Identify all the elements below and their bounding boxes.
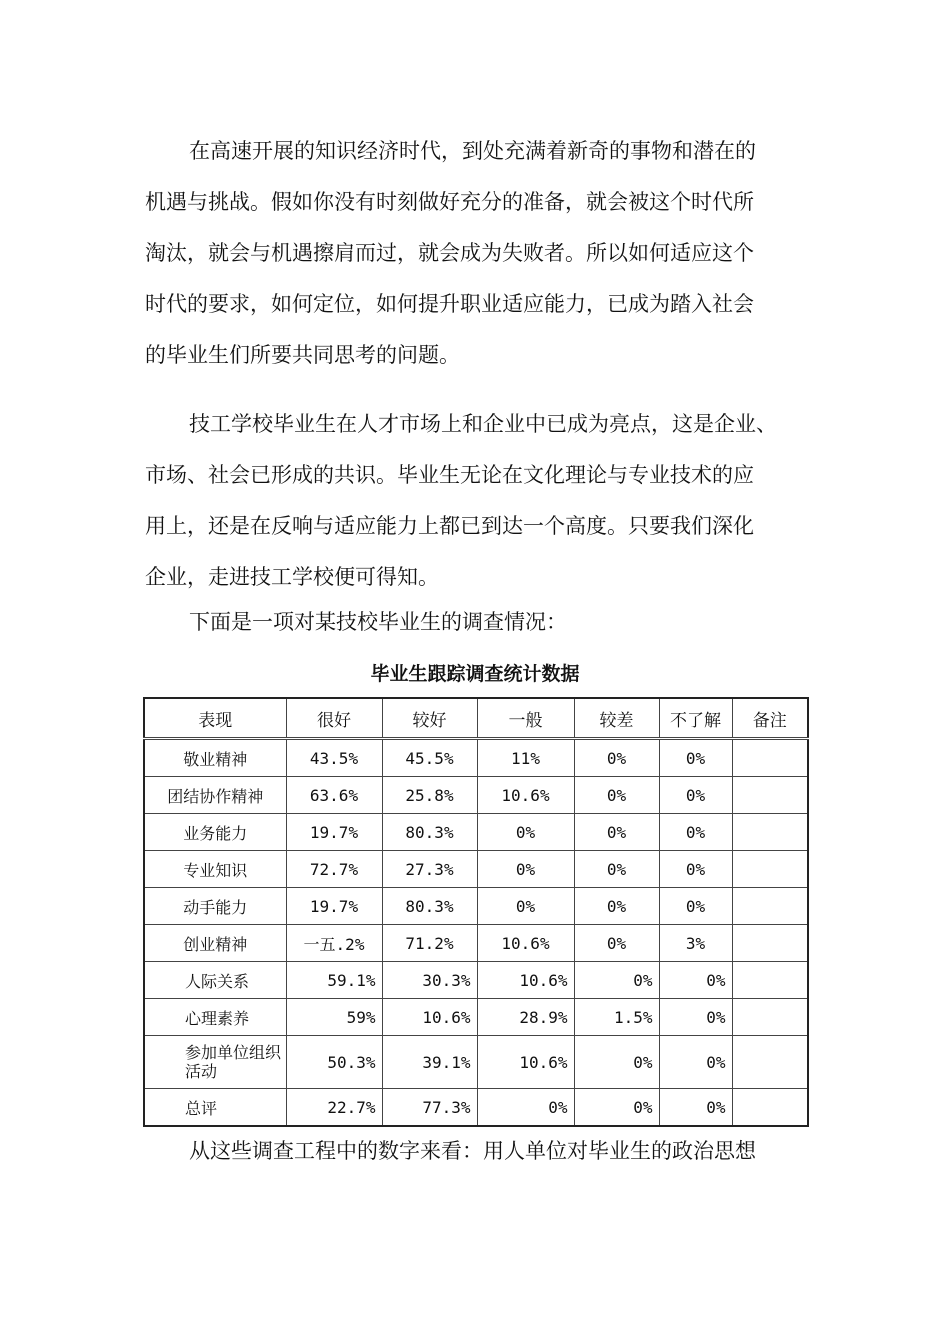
table-row xyxy=(144,777,808,814)
table-cell: 0% xyxy=(574,814,659,851)
text-line: 用上，还是在反响与适应能力上都已到达一个高度。只要我们深化 xyxy=(145,514,754,538)
table-cell: 43.5% xyxy=(286,739,382,777)
table-cell: 63.6% xyxy=(286,777,382,814)
table-cell: 0% xyxy=(477,851,574,888)
table-cell: 25.8% xyxy=(382,777,477,814)
table-cell xyxy=(732,777,808,814)
table-cell: 0% xyxy=(574,851,659,888)
table-cell: 19.7% xyxy=(286,814,382,851)
row-label: 人际关系 xyxy=(144,962,286,999)
table-cell xyxy=(732,1089,808,1127)
paragraph-2 xyxy=(145,399,825,603)
table-cell: 0% xyxy=(477,1089,574,1127)
table-cell: 39.1% xyxy=(382,1036,477,1089)
table-cell: 19.7% xyxy=(286,888,382,925)
table-header-row xyxy=(144,698,808,739)
row-label: 总评 xyxy=(144,1089,286,1127)
header-cell: 较差 xyxy=(574,698,659,739)
table-cell: 0% xyxy=(659,851,732,888)
table-cell: 10.6% xyxy=(382,999,477,1036)
row-label: 心理素养 xyxy=(144,999,286,1036)
table-cell: 0% xyxy=(574,962,659,999)
table-cell: 0% xyxy=(659,1036,732,1089)
table-cell: 0% xyxy=(659,962,732,999)
table-cell: 28.9% xyxy=(477,999,574,1036)
row-label: 参加单位组织活动 xyxy=(144,1036,286,1089)
text-line: 时代的要求，如何定位，如何提升职业适应能力，已成为踏入社会 xyxy=(145,292,754,316)
table-cell xyxy=(732,1036,808,1089)
intro-line xyxy=(145,597,825,648)
table-cell: 22.7% xyxy=(286,1089,382,1127)
table-row xyxy=(144,888,808,925)
text-line: 市场、社会已形成的共识。毕业生无论在文化理论与专业技术的应 xyxy=(145,463,754,487)
row-label: 专业知识 xyxy=(144,851,286,888)
table-row xyxy=(144,1036,808,1089)
table-cell: 3% xyxy=(659,925,732,962)
table-cell xyxy=(732,851,808,888)
survey-table xyxy=(143,697,809,1127)
header-cell: 一般 xyxy=(477,698,574,739)
text-line: 淘汰，就会与机遇擦肩而过，就会成为失败者。所以如何适应这个 xyxy=(145,241,754,265)
table-row xyxy=(144,814,808,851)
table-row xyxy=(144,739,808,777)
table-row xyxy=(144,925,808,962)
table-cell: 10.6% xyxy=(477,925,574,962)
table-cell: 30.3% xyxy=(382,962,477,999)
table-row xyxy=(144,1089,808,1127)
table-cell: 0% xyxy=(574,1089,659,1127)
table-cell: 0% xyxy=(477,888,574,925)
table-cell: 0% xyxy=(659,999,732,1036)
table-cell: 80.3% xyxy=(382,888,477,925)
text-line: 的毕业生们所要共同思考的问题。 xyxy=(145,343,460,367)
text-line: 机遇与挑战。假如你没有时刻做好充分的准备，就会被这个时代所 xyxy=(145,190,754,214)
text-line: 技工学校毕业生在人才市场上和企业中已成为亮点，这是企业、 xyxy=(189,412,777,436)
table-cell: 0% xyxy=(659,888,732,925)
table-cell: 72.7% xyxy=(286,851,382,888)
table-cell: 71.2% xyxy=(382,925,477,962)
table-cell: 1.5% xyxy=(574,999,659,1036)
row-label: 动手能力 xyxy=(144,888,286,925)
closing-line xyxy=(145,1126,825,1177)
row-label: 团结协作精神 xyxy=(144,777,286,814)
paragraph-1 xyxy=(145,126,825,381)
table-row xyxy=(144,851,808,888)
table-cell: 0% xyxy=(574,1036,659,1089)
row-label: 敬业精神 xyxy=(144,739,286,777)
table-cell: 10.6% xyxy=(477,777,574,814)
table-cell: 0% xyxy=(574,777,659,814)
header-cell: 备注 xyxy=(732,698,808,739)
row-label: 创业精神 xyxy=(144,925,286,962)
table-cell: 11% xyxy=(477,739,574,777)
text-line: 在高速开展的知识经济时代，到处充满着新奇的事物和潜在的 xyxy=(189,139,756,163)
table-cell: 0% xyxy=(574,925,659,962)
table-row xyxy=(144,962,808,999)
table-cell: 0% xyxy=(574,888,659,925)
table-cell: 0% xyxy=(659,739,732,777)
header-cell: 表现 xyxy=(144,698,286,739)
table-cell xyxy=(732,814,808,851)
table-cell: 59.1% xyxy=(286,962,382,999)
table-cell: 45.5% xyxy=(382,739,477,777)
table-cell: 一五.2% xyxy=(286,925,382,962)
table-cell xyxy=(732,999,808,1036)
table-cell xyxy=(732,739,808,777)
table-cell: 77.3% xyxy=(382,1089,477,1127)
table-cell: 0% xyxy=(574,739,659,777)
table-cell: 27.3% xyxy=(382,851,477,888)
text-line: 下面是一项对某技校毕业生的调查情况： xyxy=(189,610,567,634)
table-cell: 50.3% xyxy=(286,1036,382,1089)
table-cell: 80.3% xyxy=(382,814,477,851)
table-cell xyxy=(732,888,808,925)
table-cell: 10.6% xyxy=(477,962,574,999)
table-cell: 10.6% xyxy=(477,1036,574,1089)
row-label: 业务能力 xyxy=(144,814,286,851)
table-cell xyxy=(732,962,808,999)
header-cell: 不了解 xyxy=(659,698,732,739)
table-cell: 0% xyxy=(477,814,574,851)
text-line: 企业，走进技工学校便可得知。 xyxy=(145,565,439,589)
table-cell: 0% xyxy=(659,777,732,814)
table-title: 毕业生跟踪调查统计数据 xyxy=(370,663,580,685)
header-cell: 很好 xyxy=(286,698,382,739)
header-cell: 较好 xyxy=(382,698,477,739)
table-row xyxy=(144,999,808,1036)
table-cell: 0% xyxy=(659,814,732,851)
table-cell xyxy=(732,925,808,962)
text-line: 从这些调查工程中的数字来看：用人单位对毕业生的政治思想 xyxy=(189,1139,756,1163)
table-cell: 0% xyxy=(659,1089,732,1127)
table-cell: 59% xyxy=(286,999,382,1036)
